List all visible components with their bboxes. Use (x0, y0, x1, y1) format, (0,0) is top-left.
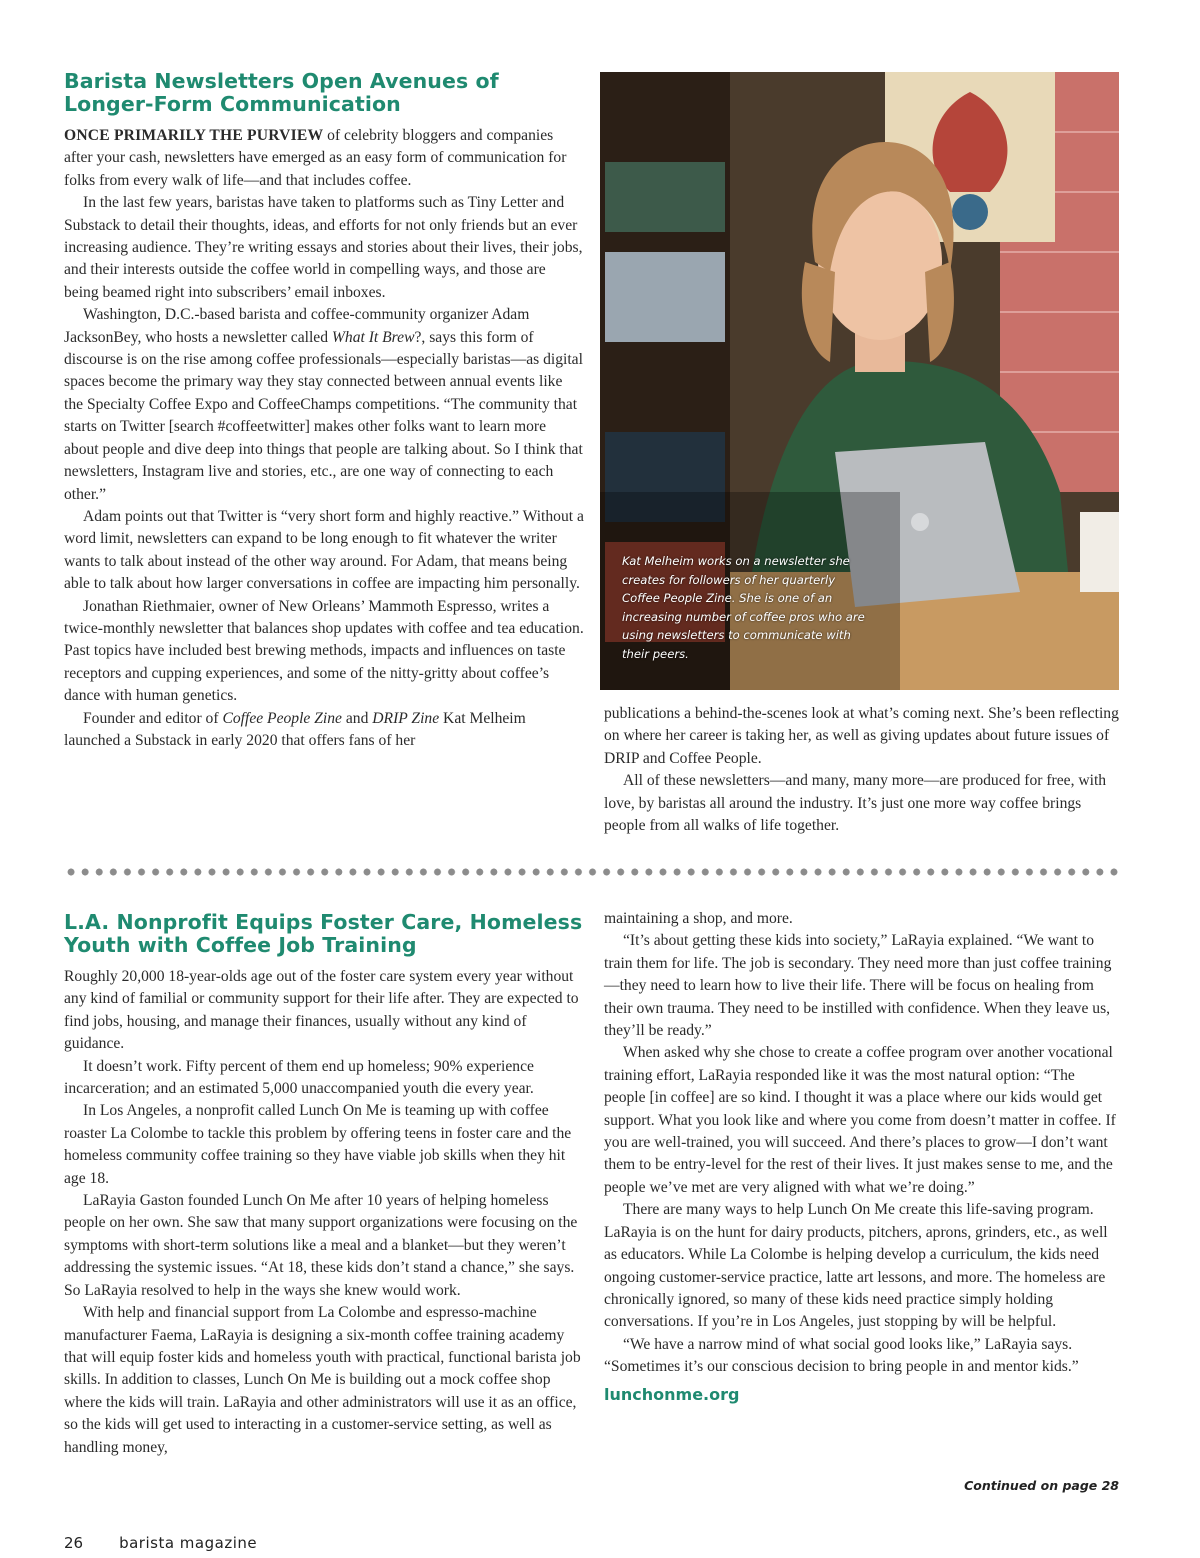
article1-paragraph-7: All of these newsletters—and many, many more—are produced for free, with love, by baristas all around the industry. It’s just one more way coffee brings people from all walks of life together. (604, 772, 1107, 835)
article1-paragraph-6-continued: publications a behind-the-scenes look at what’s coming next. She’s been reflecting on where her career is taking her, as well as giving updates about future issues of DRIP and Coffee People. (604, 705, 1119, 767)
article1-paragraph-6: Founder and editor of Coffee People Zine and DRIP Zine Kat Melheim launched a Substack in early 2020 that offers fans of her (64, 709, 526, 749)
article2-left-column (64, 911, 584, 1459)
article1-paragraph-1: ONCE PRIMARILY THE PURVIEW of celebrity bloggers and companies after your cash, newsletters have emerged as an easy form of communication for folks from every walk of life—and that includes coffee. (64, 127, 567, 189)
article2-paragraph-3: In Los Angeles, a nonprofit called Lunch On Me is teaming up with coffee roaster La Colombe to tackle this problem by offering teens in foster care and the homeless community coffee training so they have viable job skills when they hit age 18. (64, 1102, 572, 1187)
article1-paragraph-3: Washington, D.C.-based barista and coffee-community organizer Adam JacksonBey, who hosts a newsletter called What It Brew?, says this form of discourse is on the rise among coffee professionals—especially baristas—as digital spaces become the primary way they stay connected between annual events like the Specialty Coffee Expo and CoffeeChamps competitions. “The community that starts on Twitter [search #coffeetwitter] makes other folks want to learn more about people and dive deep into things that people are talking about. So I think that newsletters, Instagram live and stories, etc., are one way of connecting to each other.” (64, 306, 583, 503)
article2-right-column (604, 908, 1120, 1404)
article2-paragraph-4: LaRayia Gaston founded Lunch On Me after 10 years of helping homeless people on her own. She saw that many support organizations were focusing on the symptoms with short-term solutions like a meal and a blanket—but they weren’t addressing the systemic issues. “At 18, these kids don’t stand a chance,” she says. So LaRayia resolved to help in the ways she knew would work. (64, 1192, 578, 1299)
article2-paragraph-1: Roughly 20,000 18-year-olds age out of the foster care system every year without any kind of familial or community support for their life after. They are expected to find jobs, housing, and manage their finances, usually without any kind of guidance. (64, 968, 579, 1053)
article1-headline: Barista Newsletters Open Avenues of Longer-Form Communication (64, 69, 499, 116)
article2-paragraph-8: There are many ways to help Lunch On Me create this life-saving program. LaRayia is on the hunt for dairy products, pitchers, aprons, grinders, etc., as well as educators. While La Colombe is helping develop a curriculum, the kids need ongoing customer-service practice, latte art lessons, and more. The homeless are chronically ignored, so many of these kids need practice simply holding conversations. If you’re in Los Angeles, just stopping by will be helpful. (604, 1201, 1108, 1331)
article2-paragraph-9: “We have a narrow mind of what social good looks like,” LaRayia says. “Sometimes it’s our conscious decision to bring people in and mentor kids.” (604, 1335, 1079, 1376)
article1-lead-in: ONCE PRIMARILY THE PURVIEW (64, 127, 324, 144)
kat-melheim-photo (600, 72, 1119, 690)
section-divider-dots (64, 867, 1120, 877)
article1-right-column (604, 703, 1120, 837)
lunchonme-link[interactable]: lunchonme.org (604, 1384, 740, 1404)
article1-paragraph-4: Adam points out that Twitter is “very short form and highly reactive.” Without a word limit, newsletters can expand to be long enough to fit whatever the writer wants to talk about instead of the other way around. For Adam, that means being able to talk about how larger conversations in coffee are impacting him personally. (64, 507, 584, 593)
article2-paragraph-7: When asked why she chose to create a coffee program over another vocational training effort, LaRayia responded like it was the most natural option: “The people [in coffee] are so kind. I thought it was a place where our kids would get support. What you look like and where you come from doesn’t matter in coffee. If you are well-trained, you will succeed. And there’s places to grow—I don’t want them to be entry-level for the rest of their lives. It just makes sense to me, and the people we’ve met are very aligned with what we’re doing.” (604, 1044, 1116, 1196)
magazine-name: barista magazine (119, 1534, 258, 1552)
page-number: 26 (64, 1534, 84, 1552)
article2-paragraph-5-continued: maintaining a shop, and more. (604, 910, 793, 927)
article2-paragraph-5: With help and financial support from La Colombe and espresso-machine manufacturer Faema, LaRayia is designing a six-month coffee training academy that will equip foster kids and homeless youth with practical, functional barista job skills. In addition to classes, Lunch On Me is building out a mock coffee shop where the kids will train. LaRayia and other administrators will use it as an office, so the kids will get used to interacting in a customer-service setting, as well as handling money, (64, 1304, 581, 1456)
page-footer (64, 1534, 257, 1552)
article1-paragraph-5: Jonathan Riethmaier, owner of New Orleans’ Mammoth Espresso, writes a twice-monthly newsletter that balances shop updates with coffee and tea education. Past topics have included best brewing methods, impacts and influences on taste receptors and cupping experiences, and some of the nitty-gritty about coffee’s dance with human genetics. (64, 597, 584, 705)
article2-paragraph-2: It doesn’t work. Fifty percent of them end up homeless; 90% experience incarceration; and an estimated 5,000 unaccompanied youth die every year. (64, 1057, 534, 1098)
continued-on-page: Continued on page 28 (964, 1478, 1119, 1493)
article1-left-column (64, 70, 584, 752)
article2-headline: L.A. Nonprofit Equips Foster Care, Homeless Youth with Coffee Job Training (64, 910, 583, 957)
article2-paragraph-6: “It’s about getting these kids into society,” LaRayia explained. “We want to train them for life. The job is secondary. They need more than just coffee training—they need to learn how to live their life. There will be focus on healing from their own trauma. They need to be instilled with confidence. When they leave us, they’ll be ready.” (604, 932, 1112, 1040)
article1-paragraph-2: In the last few years, baristas have taken to platforms such as Tiny Letter and Substack to detail their thoughts, ideas, and efforts for not only friends but an ever increasing audience. They’re writing essays and stories about their lives, their jobs, and their interests outside the coffee world in compelling ways, and those are being beamed right into subscribers’ email inboxes. (64, 194, 583, 301)
photo-caption: Kat Melheim works on a newsletter she creates for followers of her quarterly Coffee People Zine. She is one of an increasing number of coffee pros who are using newsletters to communicate with their peers. (622, 554, 865, 661)
